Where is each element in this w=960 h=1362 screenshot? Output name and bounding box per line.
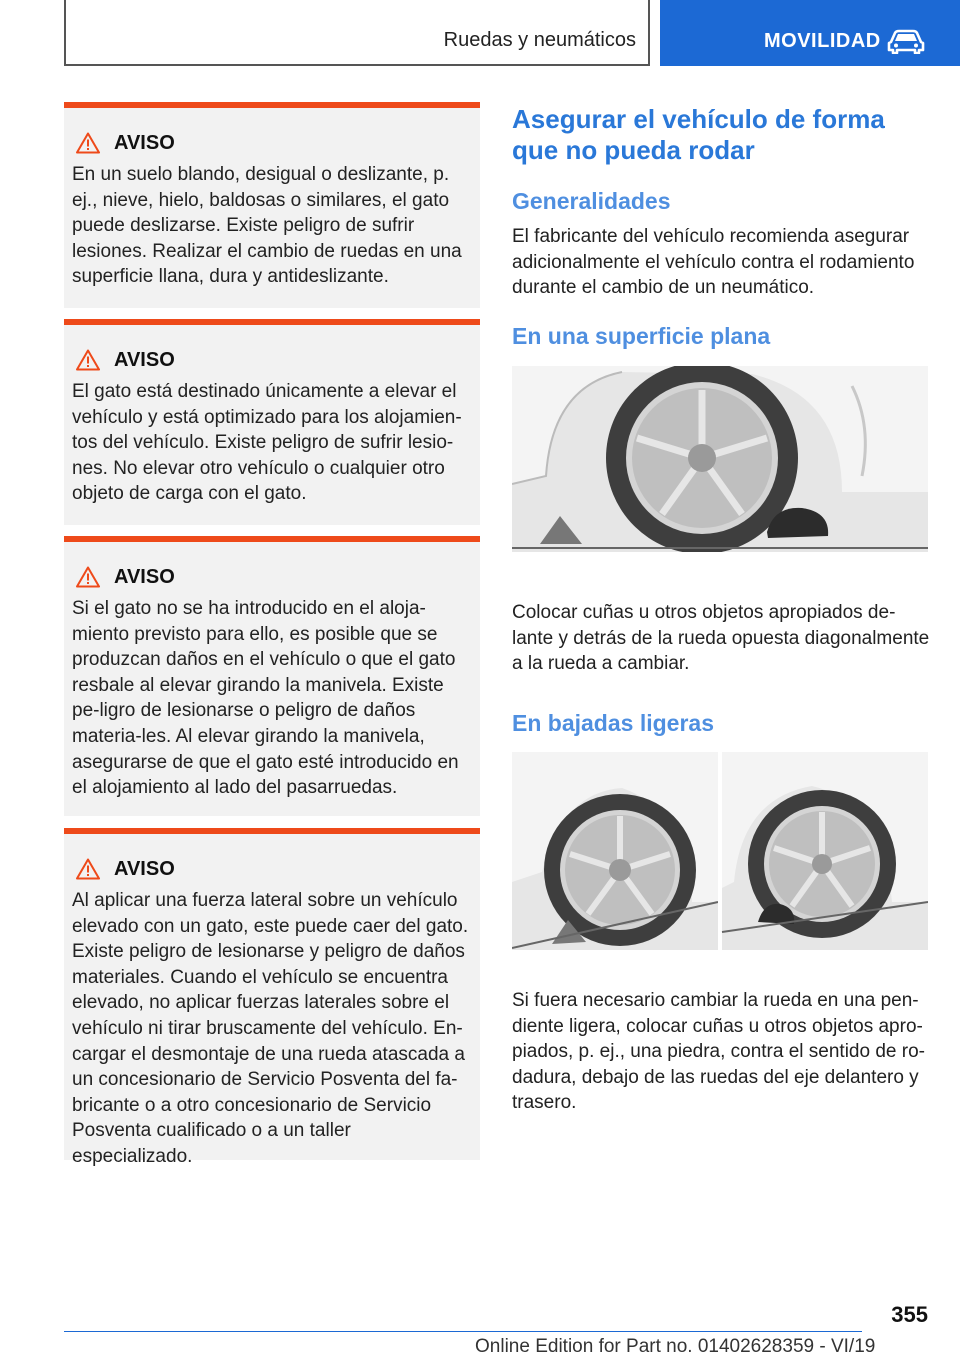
page-number: 355	[891, 1302, 928, 1327]
warning-triangle-icon	[76, 566, 100, 588]
slope-illustration	[512, 752, 928, 950]
warning-heading	[76, 564, 472, 590]
warning-triangle-icon	[76, 132, 100, 154]
warning-box	[64, 102, 480, 308]
warning-text: Si el gato no se ha introducido en el aloja-miento previsto para ello, es posible que se produzcan daños en el vehículo o que el gato resbale al elevar girando la manivela. Existe pe-ligro de lesionarse o peligro de daños materia-les. Al elevar girando la manivela, asegurarse de que el gato esté introducido en el alojamiento al lado del pasarruedas.	[72, 598, 459, 799]
section-heading: Asegurar el vehículo de forma que no pueda rodar	[512, 104, 885, 165]
warning-heading	[76, 130, 472, 156]
edition-note: Online Edition for Part no. 01402628359 - VI/19	[475, 1336, 876, 1357]
warning-title: AVISO	[114, 348, 175, 371]
slope-paragraph: Si fuera necesario cambiar la rueda en una pen-diente ligera, colocar cuñas u otros objetos apro-piados, p. ej., una piedra, contra el sentido de ro-dadura, debajo de las ruedas del eje delantero y trasero.	[512, 990, 925, 1114]
general-paragraph: El fabricante del vehículo recomienda asegurar adicionalmente el vehículo contra el rodamiento durante el cambio de un neumático.	[512, 226, 915, 299]
car-icon	[886, 28, 926, 54]
subheading-general: Generalidades	[512, 188, 671, 214]
wheel-chock-flat-illustration	[512, 366, 928, 552]
warning-text: El gato está destinado únicamente a elevar el vehículo y está optimizado para los alojamien-tos del vehículo. Existe peligro de sufrir lesio-nes. No elevar otro vehículo o cualquier otro objeto de carga con el gato.	[72, 381, 462, 505]
subheading-slope: En bajadas ligeras	[512, 710, 714, 736]
warning-heading	[76, 347, 472, 373]
warning-box	[64, 536, 480, 816]
section-tab	[64, 0, 650, 66]
chapter-tab	[660, 0, 960, 66]
chapter-title: MOVILIDAD	[764, 30, 881, 52]
warning-triangle-icon	[76, 349, 100, 371]
warning-triangle-icon	[76, 858, 100, 880]
subheading-flat-surface: En una superficie plana	[512, 323, 771, 349]
warning-title: AVISO	[114, 857, 175, 880]
warning-title: AVISO	[114, 131, 175, 154]
warning-box	[64, 828, 480, 1167]
warning-text: En un suelo blando, desigual o deslizante, p. ej., nieve, hielo, baldosas o similares, el gato puede deslizarse. Existe peligro de sufrir lesiones. Realizar el cambio de ruedas en una superficie llana, dura y antideslizante.	[72, 164, 462, 288]
flat-surface-paragraph: Colocar cuñas u otros objetos apropiados de-lante y detrás de la rueda opuesta diagonalmente a la rueda a cambiar.	[512, 602, 930, 675]
section-title: Ruedas y neumáticos	[443, 29, 636, 51]
wheel-chock-slope-illustration	[512, 752, 928, 950]
warning-title: AVISO	[114, 565, 175, 588]
footer-divider	[64, 1331, 862, 1332]
page-header	[0, 0, 960, 66]
warning-text: Al aplicar una fuerza lateral sobre un vehículo elevado con un gato, este puede caer del gato. Existe peligro de lesionarse y peligro de daños materiales. Cuando el vehículo se encuentra elevado, no aplicar fuerzas laterales sobre el vehículo ni tirar bruscamente del vehículo. En-cargar el desmontaje de una rueda atascada a un concesionario de Servicio Posventa del fa-bricante o a otro concesionario de Servicio Posventa cualificado o a un taller especializado.	[72, 890, 469, 1167]
flat-surface-illustration	[512, 366, 928, 552]
warning-heading	[76, 856, 472, 882]
warning-box	[64, 319, 480, 525]
